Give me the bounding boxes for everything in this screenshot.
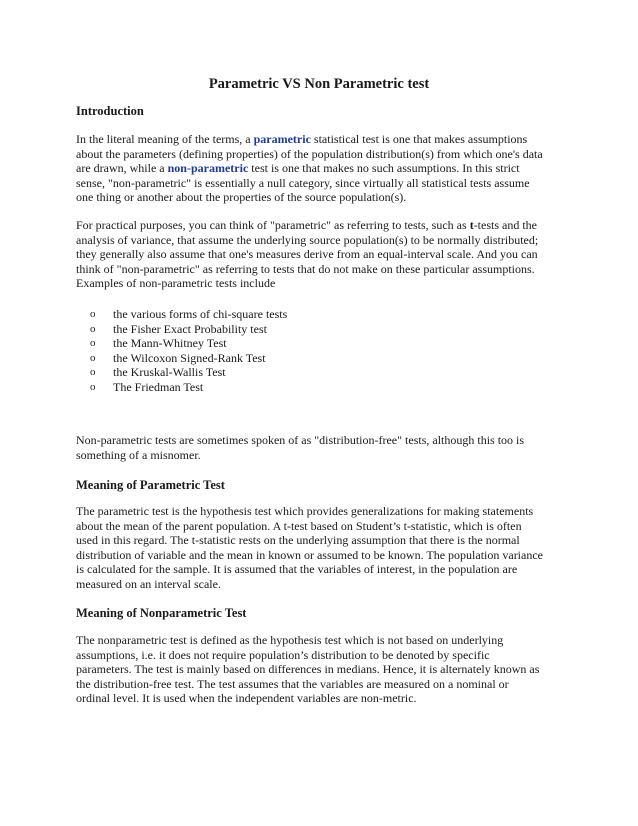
text-line: distribution of variable and the mean in known or assumed to be known. The population variance [76,547,543,562]
text-line: the distribution-free test. The test assumes that the variables are measured on a nominal or [76,676,509,691]
list-item: o The Friedman Test [90,379,204,394]
text-line: The parametric test is the hypothesis test which provides generalizations for making statements [76,504,534,518]
text-line: Non-parametric tests are sometimes spoken of as "distribution-free" tests, although this too is [76,433,525,447]
bullet-icon: o [90,337,96,350]
text-line: are drawn, while a non-parametric test is one that makes no such assumptions. In this strict [76,161,520,176]
text-line: about the mean of the parent population. A t-test based on Student’s t-statistic, which is often [76,518,522,533]
keyword-non-parametric: non-parametric [167,161,249,176]
list-item: o the Mann-Whitney Test [90,336,227,351]
list-item: o the Wilcoxon Signed-Rank Test [90,350,266,365]
text-line: one thing or another about the properties of the source population(s). [76,190,407,205]
intro-paragraph-2 [76,218,566,291]
text-line: ordinal level. It is used when the independent variables are non-metric. [76,691,417,706]
keyword-parametric: parametric [253,132,311,146]
text-line: they generally also assume that one's measures derive from an equal-interval scale. And you can [76,247,538,262]
bullet-icon: o [90,380,96,393]
heading-parametric: Meaning of Parametric Test [76,478,225,492]
intro-paragraph-3 [76,433,566,462]
text-line: sense, "non-parametric" is essentially a null category, since virtually all statistical tests assume [76,175,530,190]
bullet-icon: o [90,322,96,335]
text-line: something of a misnomer. [76,447,201,462]
text-line: used in this regard. The t-statistic rests on the underlying assumption that there is the normal [76,533,520,548]
bullet-icon: o [90,308,96,320]
nonparametric-paragraph [76,633,566,706]
parametric-paragraph [76,504,566,592]
text-line: In the literal meaning of the terms, a parametric statistical test is one that makes assumptions [76,132,528,146]
document-title: Parametric VS Non Parametric test [208,76,430,92]
text-line: assumptions, i.e. it does not require population’s distribution to be denoted by specific [76,647,490,662]
heading-introduction: Introduction [76,104,144,118]
text-line: is calculated for the sample. It is assumed that the variables of interest, in the population are [76,562,518,577]
text-line: think of "non-parametric" as referring to tests that do not make on these particular assumptions. [76,261,535,276]
list-item: o the Fisher Exact Probability test [90,321,267,336]
text-line: For practical purposes, you can think of "parametric" as referring to tests, such as t-tests and the [76,218,538,232]
text-line: Examples of non-parametric tests include [76,276,276,291]
nonparametric-tests-list [90,307,287,395]
text-line: analysis of variance, that assume the underlying source population(s) to be normally distributed; [76,232,539,247]
text-line: The nonparametric test is defined as the hypothesis test which is not based on underlying [76,633,504,647]
text-line: parameters. The test is mainly based on differences in medians. Hence, it is alternately known as [76,662,540,677]
bullet-icon: o [90,351,96,364]
list-item: o the Kruskal-Wallis Test [90,365,226,380]
text-line: measured on an interval scale. [76,576,221,591]
list-item: o the various forms of chi-square tests [90,307,288,321]
bullet-icon: o [90,366,96,379]
heading-nonparametric: Meaning of Nonparametric Test [76,606,247,620]
text-line: about the parameters (defining properties) of the population distribution(s) from which one's data [76,146,543,161]
intro-paragraph-1 [76,132,566,205]
